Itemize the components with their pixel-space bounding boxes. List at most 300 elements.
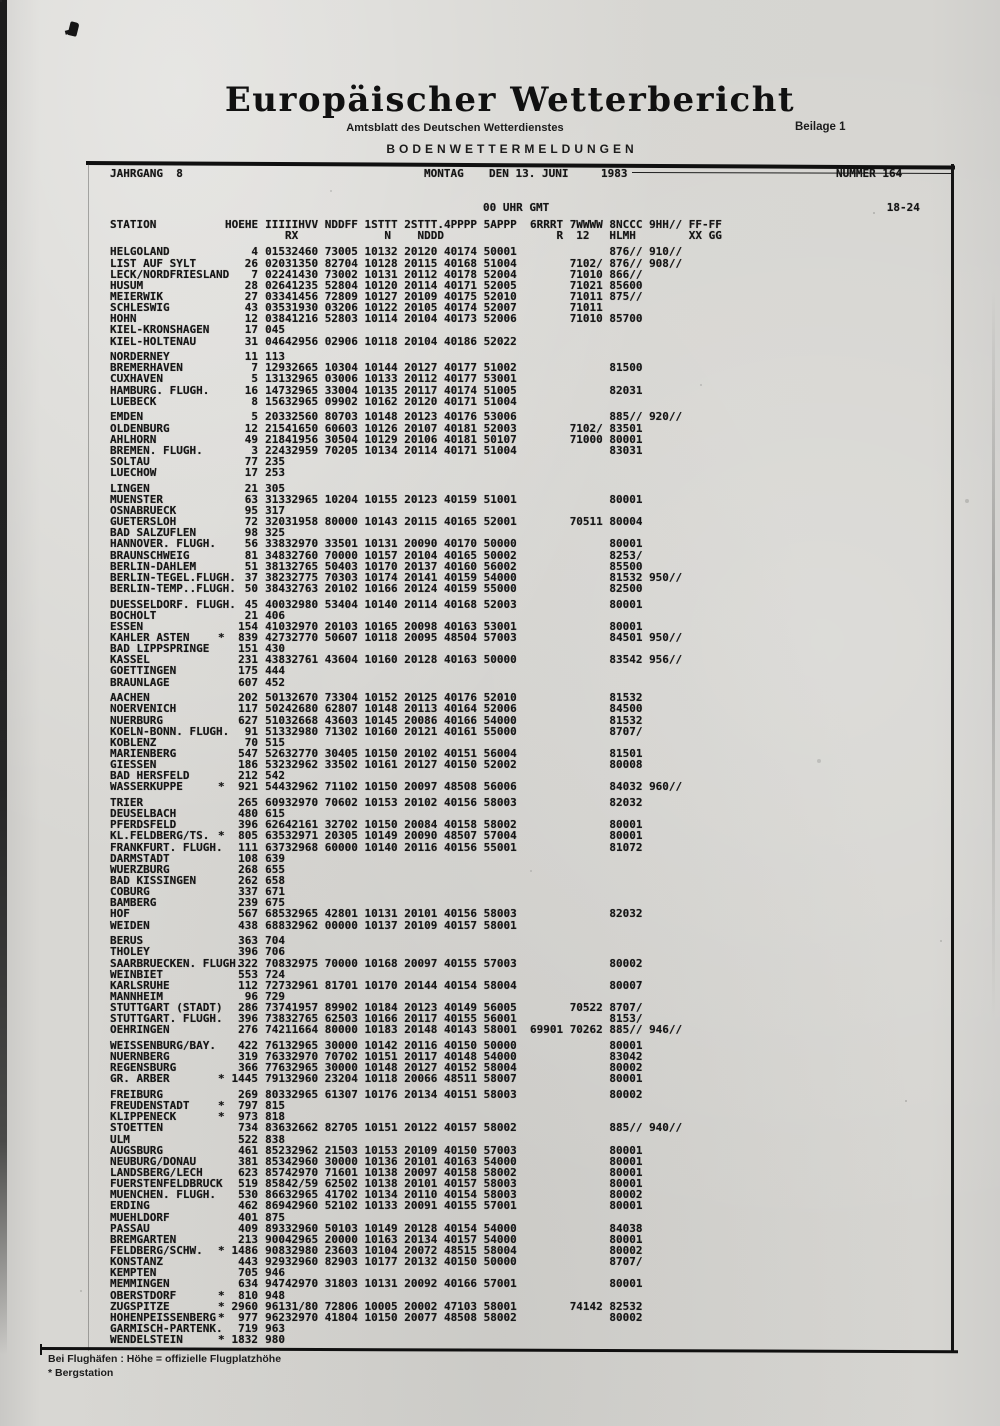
mountain-station-marker <box>216 362 225 373</box>
group-9hh <box>649 1156 689 1167</box>
station-height: 322 <box>238 956 258 970</box>
ff-slot <box>689 280 761 291</box>
station-name: LINGEN <box>110 481 150 495</box>
group-6rrrt <box>530 1290 570 1301</box>
group-9hh <box>649 935 689 946</box>
group-8nccc: 82032 <box>609 907 643 921</box>
station-id: 908 <box>265 1244 285 1258</box>
group-7wwww <box>570 336 610 347</box>
group-8nccc: 8707/ <box>609 724 643 738</box>
ff-slot <box>689 677 761 688</box>
station-id: 858 <box>265 1177 285 1191</box>
group-9hh <box>649 980 689 991</box>
group-7wwww <box>570 1156 610 1167</box>
group-7wwww <box>570 1212 610 1223</box>
station-name: AACHEN <box>110 691 150 705</box>
synop-groups: 32960 50103 10149 20128 40154 54000 <box>285 1221 517 1235</box>
mountain-station-marker: * <box>218 829 225 843</box>
group-8nccc: 84032 <box>609 780 643 794</box>
station-name: FELDBERG/SCHW. <box>110 1244 203 1258</box>
group-6rrrt <box>530 280 570 291</box>
station-name: KONSTANZ <box>110 1255 163 1269</box>
group-8nccc <box>609 1323 649 1334</box>
group-6rrrt <box>530 445 570 456</box>
ff-slot <box>689 1013 761 1024</box>
mountain-station-marker <box>216 336 225 347</box>
station-name: BRAUNSCHWEIG <box>110 548 190 562</box>
group-6rrrt <box>530 1156 570 1167</box>
group-9hh <box>649 830 689 841</box>
group-7wwww <box>570 527 610 538</box>
mountain-station-marker <box>216 467 225 478</box>
station-name: MUEHLDORF <box>110 1210 170 1224</box>
station-id: 929 <box>265 1255 285 1269</box>
ff-slot <box>689 654 761 665</box>
station-row <box>110 494 840 505</box>
group-7wwww <box>570 737 610 748</box>
station-row <box>110 677 840 688</box>
ff-slot <box>689 313 761 324</box>
station-id: 803 <box>265 1088 285 1102</box>
mountain-station-marker <box>216 494 225 505</box>
group-9hh <box>649 467 689 478</box>
station-name: GR. ARBER <box>110 1072 170 1086</box>
station-name: MANNHEIM <box>110 989 163 1003</box>
synop-groups: 32961 81701 10170 20144 40154 58004 <box>285 978 517 992</box>
station-name: BAMBERG <box>110 896 157 910</box>
synop-groups: 42161 32702 10150 20084 40158 58002 <box>285 818 517 832</box>
group-9hh: 910// <box>649 245 683 259</box>
group-8nccc <box>609 853 649 864</box>
station-id: 704 <box>265 934 285 948</box>
group-6rrrt <box>530 362 570 373</box>
group-7wwww <box>570 1323 610 1334</box>
issue-number-label: NUMMER 164 <box>836 167 903 180</box>
synop-groups: 42956 02906 10118 20104 40186 52022 <box>285 334 517 348</box>
group-6rrrt <box>530 1178 570 1189</box>
station-height: 461 <box>238 1143 258 1157</box>
station-id: 727 <box>265 978 285 992</box>
synop-groups: 32775 70303 10174 20141 40159 54000 <box>285 570 517 584</box>
mountain-station-marker <box>216 396 225 407</box>
group-9hh <box>649 456 689 467</box>
station-height: 51 <box>244 559 258 573</box>
group-8nccc: 80001 <box>609 432 643 446</box>
group-6rrrt <box>530 748 570 759</box>
station-row <box>110 958 840 969</box>
synop-groups: 32970 33501 10131 20090 40170 50000 <box>285 537 517 551</box>
group-7wwww <box>570 467 610 478</box>
group-7wwww <box>570 1245 610 1256</box>
group-9hh <box>649 599 689 610</box>
station-height: 95 <box>244 504 258 518</box>
station-row <box>110 726 840 737</box>
group-6rrrt <box>530 1040 570 1051</box>
ff-slot <box>689 599 761 610</box>
station-id: 724 <box>265 967 285 981</box>
station-height: 530 <box>238 1188 258 1202</box>
station-id: 685 <box>265 907 285 921</box>
ff-slot <box>689 1189 761 1200</box>
mountain-station-marker: * <box>218 1299 225 1313</box>
station-height: 4 <box>251 245 258 259</box>
station-block <box>110 246 840 346</box>
table-left-border <box>88 164 89 1351</box>
group-7wwww: 71010 <box>569 312 603 326</box>
station-name: ZUGSPITZE <box>110 1299 170 1313</box>
ff-slot <box>689 797 761 808</box>
station-height: 37 <box>244 570 258 584</box>
group-8nccc: 80001 <box>609 1166 643 1180</box>
group-6rrrt <box>530 1323 570 1334</box>
group-7wwww: 70511 <box>569 515 603 529</box>
station-height: 212 <box>238 769 258 783</box>
group-9hh: 946// <box>649 1023 683 1037</box>
station-name: STUTTGART (STADT) <box>110 1001 223 1015</box>
ff-slot <box>689 483 761 494</box>
group-6rrrt <box>530 819 570 830</box>
group-9hh <box>649 969 689 980</box>
group-9hh <box>649 920 689 931</box>
station-name: PFERDSFELD <box>110 818 177 832</box>
mountain-station-marker: * <box>218 1072 225 1086</box>
group-6rrrt <box>530 538 570 549</box>
group-9hh <box>649 583 689 594</box>
group-7wwww <box>570 610 610 621</box>
station-name: KLIPPENECK <box>110 1110 177 1124</box>
synop-groups <box>285 935 530 946</box>
group-7wwww <box>570 1073 610 1084</box>
group-9hh <box>649 527 689 538</box>
ff-slot <box>689 842 761 853</box>
station-height: 262 <box>238 874 258 888</box>
group-6rrrt <box>530 246 570 257</box>
group-9hh: 960// <box>649 780 683 794</box>
group-7wwww: 7102/ <box>569 421 603 435</box>
station-height: 265 <box>238 796 258 810</box>
synop-groups: 32765 62503 10166 20117 40155 56001 <box>285 1012 517 1026</box>
station-name: DUESSELDORF. FLUGH. <box>110 597 236 611</box>
station-id: 156 <box>265 394 285 408</box>
group-8nccc <box>609 886 649 897</box>
station-id: 515 <box>265 735 285 749</box>
group-8nccc: 80002 <box>609 1310 643 1324</box>
year-label: 1983 <box>601 167 628 180</box>
station-name: BRAUNLAGE <box>110 675 170 689</box>
group-9hh <box>649 908 689 919</box>
station-row <box>110 246 840 257</box>
station-name: WEINBIET <box>110 967 163 981</box>
station-id: 046 <box>265 334 285 348</box>
station-row <box>110 1278 840 1289</box>
group-8nccc: 876// <box>609 256 643 270</box>
synop-groups <box>285 677 530 688</box>
synop-groups: 31350 82704 10128 20115 40168 51004 <box>285 256 517 270</box>
synop-groups <box>285 864 530 875</box>
group-8nccc: 885// <box>609 1121 643 1135</box>
mountain-station-marker <box>216 505 225 516</box>
station-id: 410 <box>265 619 285 633</box>
group-8nccc <box>609 665 649 676</box>
station-row <box>110 313 840 324</box>
mountain-station-marker <box>216 692 225 703</box>
group-6rrrt <box>530 808 570 819</box>
station-id: 215 <box>265 421 285 435</box>
ff-slot <box>689 423 761 434</box>
group-8nccc: 83031 <box>609 443 643 457</box>
synop-groups: 32970 70602 10153 20102 40156 58003 <box>285 796 517 810</box>
synop-groups: 32460 73005 10132 20120 40174 50001 <box>285 245 517 259</box>
station-name: SCHLESWIG <box>110 301 170 315</box>
group-8nccc: 80002 <box>609 1188 643 1202</box>
station-height: 269 <box>238 1088 258 1102</box>
group-7wwww <box>570 1040 610 1051</box>
station-name: BERUS <box>110 934 144 948</box>
group-9hh <box>649 396 689 407</box>
station-name: FREIBURG <box>110 1088 163 1102</box>
mountain-station-marker <box>216 456 225 467</box>
station-row <box>110 583 840 594</box>
group-7wwww <box>570 1189 610 1200</box>
mountain-station-marker <box>216 1024 225 1035</box>
mountain-station-marker <box>216 527 225 538</box>
group-9hh <box>649 1145 689 1156</box>
station-height: 12 <box>244 312 258 326</box>
group-7wwww <box>570 897 610 908</box>
group-8nccc: 80001 <box>609 1177 643 1191</box>
station-height: 151 <box>238 642 258 656</box>
group-8nccc: 885// <box>609 1023 643 1037</box>
group-8nccc: 80001 <box>609 1038 643 1052</box>
ff-slot <box>689 897 761 908</box>
station-name: KOELN-BONN. FLUGH. <box>110 724 230 738</box>
station-name: STUTTGART. FLUGH. <box>110 1012 223 1026</box>
station-row <box>110 875 840 886</box>
group-6rrrt <box>530 1301 570 1312</box>
group-7wwww: 7102/ <box>569 256 603 270</box>
group-8nccc: 80001 <box>609 1143 643 1157</box>
station-name: KIEL-HOLTENAU <box>110 334 197 348</box>
group-6rrrt <box>530 1200 570 1211</box>
station-row <box>110 1122 840 1133</box>
station-id: 438 <box>265 653 285 667</box>
group-6rrrt <box>530 1134 570 1145</box>
station-id: 655 <box>265 862 285 876</box>
group-8nccc: 80001 <box>609 619 643 633</box>
subtitle: Amtsblatt des Deutschen Wetterdienstes <box>346 122 564 134</box>
group-6rrrt <box>530 1002 570 1013</box>
station-name: FREUDENSTADT <box>110 1099 190 1113</box>
mountain-station-marker <box>216 516 225 527</box>
station-id: 348 <box>265 548 285 562</box>
station-row <box>110 445 840 456</box>
station-name: ERDING <box>110 1199 150 1213</box>
station-id: 235 <box>265 454 285 468</box>
station-id: 852 <box>265 1143 285 1157</box>
group-9hh <box>649 1100 689 1111</box>
station-row <box>110 538 840 549</box>
group-8nccc: 80007 <box>609 978 643 992</box>
group-9hh <box>649 991 689 1002</box>
station-row <box>110 980 840 991</box>
footnote-airport-height: Bei Flughäfen : Höhe = offizielle Flugplatzhöhe <box>48 1353 282 1365</box>
group-8nccc: 8707/ <box>609 1255 643 1269</box>
group-9hh <box>649 373 689 384</box>
synop-table <box>110 201 920 1350</box>
station-height: 213 <box>238 1232 258 1246</box>
ff-slot <box>689 324 761 335</box>
station-id: 218 <box>265 432 285 446</box>
ff-slot <box>689 875 761 886</box>
scan-speckles <box>0 0 2 2</box>
station-id: 980 <box>265 1333 285 1347</box>
group-9hh <box>649 336 689 347</box>
station-id: 542 <box>265 769 285 783</box>
group-7wwww <box>570 246 610 257</box>
station-name: CUXHAVEN <box>110 372 163 386</box>
iii-column-header: III <box>265 218 285 232</box>
group-8nccc: 81500 <box>609 361 643 375</box>
station-id: 035 <box>265 301 285 315</box>
group-7wwww <box>570 550 610 561</box>
station-height: 443 <box>238 1255 258 1269</box>
group-6rrrt <box>530 324 570 335</box>
group-8nccc: 84038 <box>609 1221 643 1235</box>
ff-slot <box>689 583 761 594</box>
station-row <box>110 1334 840 1345</box>
station-row <box>110 759 840 770</box>
ff-slot <box>689 1062 761 1073</box>
ff-slot <box>689 980 761 991</box>
station-height: 921 <box>238 780 258 794</box>
group-6rrrt <box>530 269 570 280</box>
group-6rrrt <box>530 935 570 946</box>
synop-groups <box>285 1100 530 1111</box>
group-6rrrt <box>530 991 570 1002</box>
station-name: AUGSBURG <box>110 1143 163 1157</box>
station-height: 286 <box>238 1001 258 1015</box>
station-id: 320 <box>265 515 285 529</box>
group-6rrrt <box>530 396 570 407</box>
station-id: 406 <box>265 608 285 622</box>
station-id: 671 <box>265 885 285 899</box>
station-name: LECK/NORDFRIESLAND <box>110 267 230 281</box>
station-id: 836 <box>265 1121 285 1135</box>
station-name: HOHN <box>110 312 137 326</box>
synop-groups: 32962 00000 10137 20109 40157 58001 <box>285 918 517 932</box>
station-height: 719 <box>238 1322 258 1335</box>
group-8nccc: 81532 <box>609 691 643 705</box>
group-8nccc: 80002 <box>609 1061 643 1075</box>
station-height: 96 <box>244 989 258 1003</box>
station-height: 977 <box>238 1310 258 1324</box>
ff-slot <box>689 1267 761 1278</box>
station-name: WASSERKUPPE <box>110 780 183 794</box>
mountain-station-marker: * <box>218 780 225 794</box>
group-6rrrt <box>530 1089 570 1100</box>
group-9hh <box>649 726 689 737</box>
group-7wwww <box>570 770 610 781</box>
synop-groups: 41456 72809 10127 20109 40175 52010 <box>285 289 517 303</box>
footnotes <box>48 1353 281 1380</box>
group-9hh <box>649 1073 689 1084</box>
station-name: KL.FELDBERG/TS. <box>110 829 210 843</box>
group-7wwww <box>570 373 610 384</box>
station-id: 706 <box>265 945 285 959</box>
synop-groups: 32965 41702 10134 20110 40154 58003 <box>285 1188 517 1202</box>
group-9hh <box>649 538 689 549</box>
station-name: NUERBURG <box>110 713 163 727</box>
group-6rrrt <box>530 483 570 494</box>
group-6rrrt <box>530 703 570 714</box>
station-name: WEIDEN <box>110 918 150 932</box>
station-id: 305 <box>265 481 285 495</box>
group-7wwww <box>570 875 610 886</box>
synop-groups: 32760 70000 10157 20104 40165 50002 <box>285 548 517 562</box>
station-name: MUENCHEN. FLUGH. <box>110 1188 216 1202</box>
group-9hh <box>649 610 689 621</box>
ff-slot <box>689 908 761 919</box>
station-block <box>110 483 840 594</box>
station-height: 63 <box>244 492 258 506</box>
ff-slot <box>689 853 761 864</box>
station-id: 626 <box>265 818 285 832</box>
synop-groups: 32662 82705 10151 20122 40157 58002 <box>285 1121 517 1135</box>
group-9hh <box>649 550 689 561</box>
supplement-label: Beilage 1 <box>795 121 846 133</box>
station-row <box>110 456 840 467</box>
station-id: 708 <box>265 956 285 970</box>
group-9hh <box>649 677 689 688</box>
synop-groups <box>285 467 530 478</box>
group7-column-header: 7WWWW <box>569 218 603 232</box>
group-8nccc <box>609 456 649 467</box>
group-9hh <box>649 875 689 886</box>
mountain-station-marker <box>216 842 225 853</box>
group-8nccc: 82532 <box>609 1299 643 1313</box>
station-height: 77 <box>244 454 258 468</box>
station-height: 175 <box>238 664 258 678</box>
groups-column-header: IIHVV NDDFF 1STTT 2STTT.4PPPP 5APPP <box>285 218 517 232</box>
synop-groups: 32965 30000 10148 20127 40152 58004 <box>285 1061 517 1075</box>
synop-groups: 32965 03006 10133 20112 40177 53001 <box>285 372 517 386</box>
station-height: 111 <box>238 840 258 854</box>
mountain-station-marker: * <box>218 631 225 645</box>
mountain-station-marker <box>216 1278 225 1289</box>
ff-slot <box>689 396 761 407</box>
group-8nccc <box>609 1334 649 1345</box>
group-9hh <box>649 797 689 808</box>
ff-slot <box>689 770 761 781</box>
mountain-station-marker <box>216 583 225 594</box>
station-height: 49 <box>244 432 258 446</box>
station-height: 462 <box>238 1199 258 1213</box>
station-name: SAARBRUECKEN. FLUGH. <box>110 956 243 970</box>
station-id: 729 <box>265 989 285 1003</box>
group-7wwww <box>570 920 610 931</box>
synop-groups: 32770 30405 10150 20102 40151 56004 <box>285 746 517 760</box>
station-name: LUEBECK <box>110 394 157 408</box>
station-name: GOETTINGEN <box>110 664 177 678</box>
station-height: 705 <box>238 1266 258 1280</box>
group-9hh <box>649 505 689 516</box>
synop-groups: 32960 82903 10177 20132 40150 50000 <box>285 1255 517 1269</box>
synop-groups: 32962 71102 10150 20097 48508 56006 <box>285 780 517 794</box>
station-height: 810 <box>238 1288 258 1302</box>
ff-slot <box>689 1278 761 1289</box>
group-9hh <box>649 737 689 748</box>
group-7wwww <box>570 1062 610 1073</box>
